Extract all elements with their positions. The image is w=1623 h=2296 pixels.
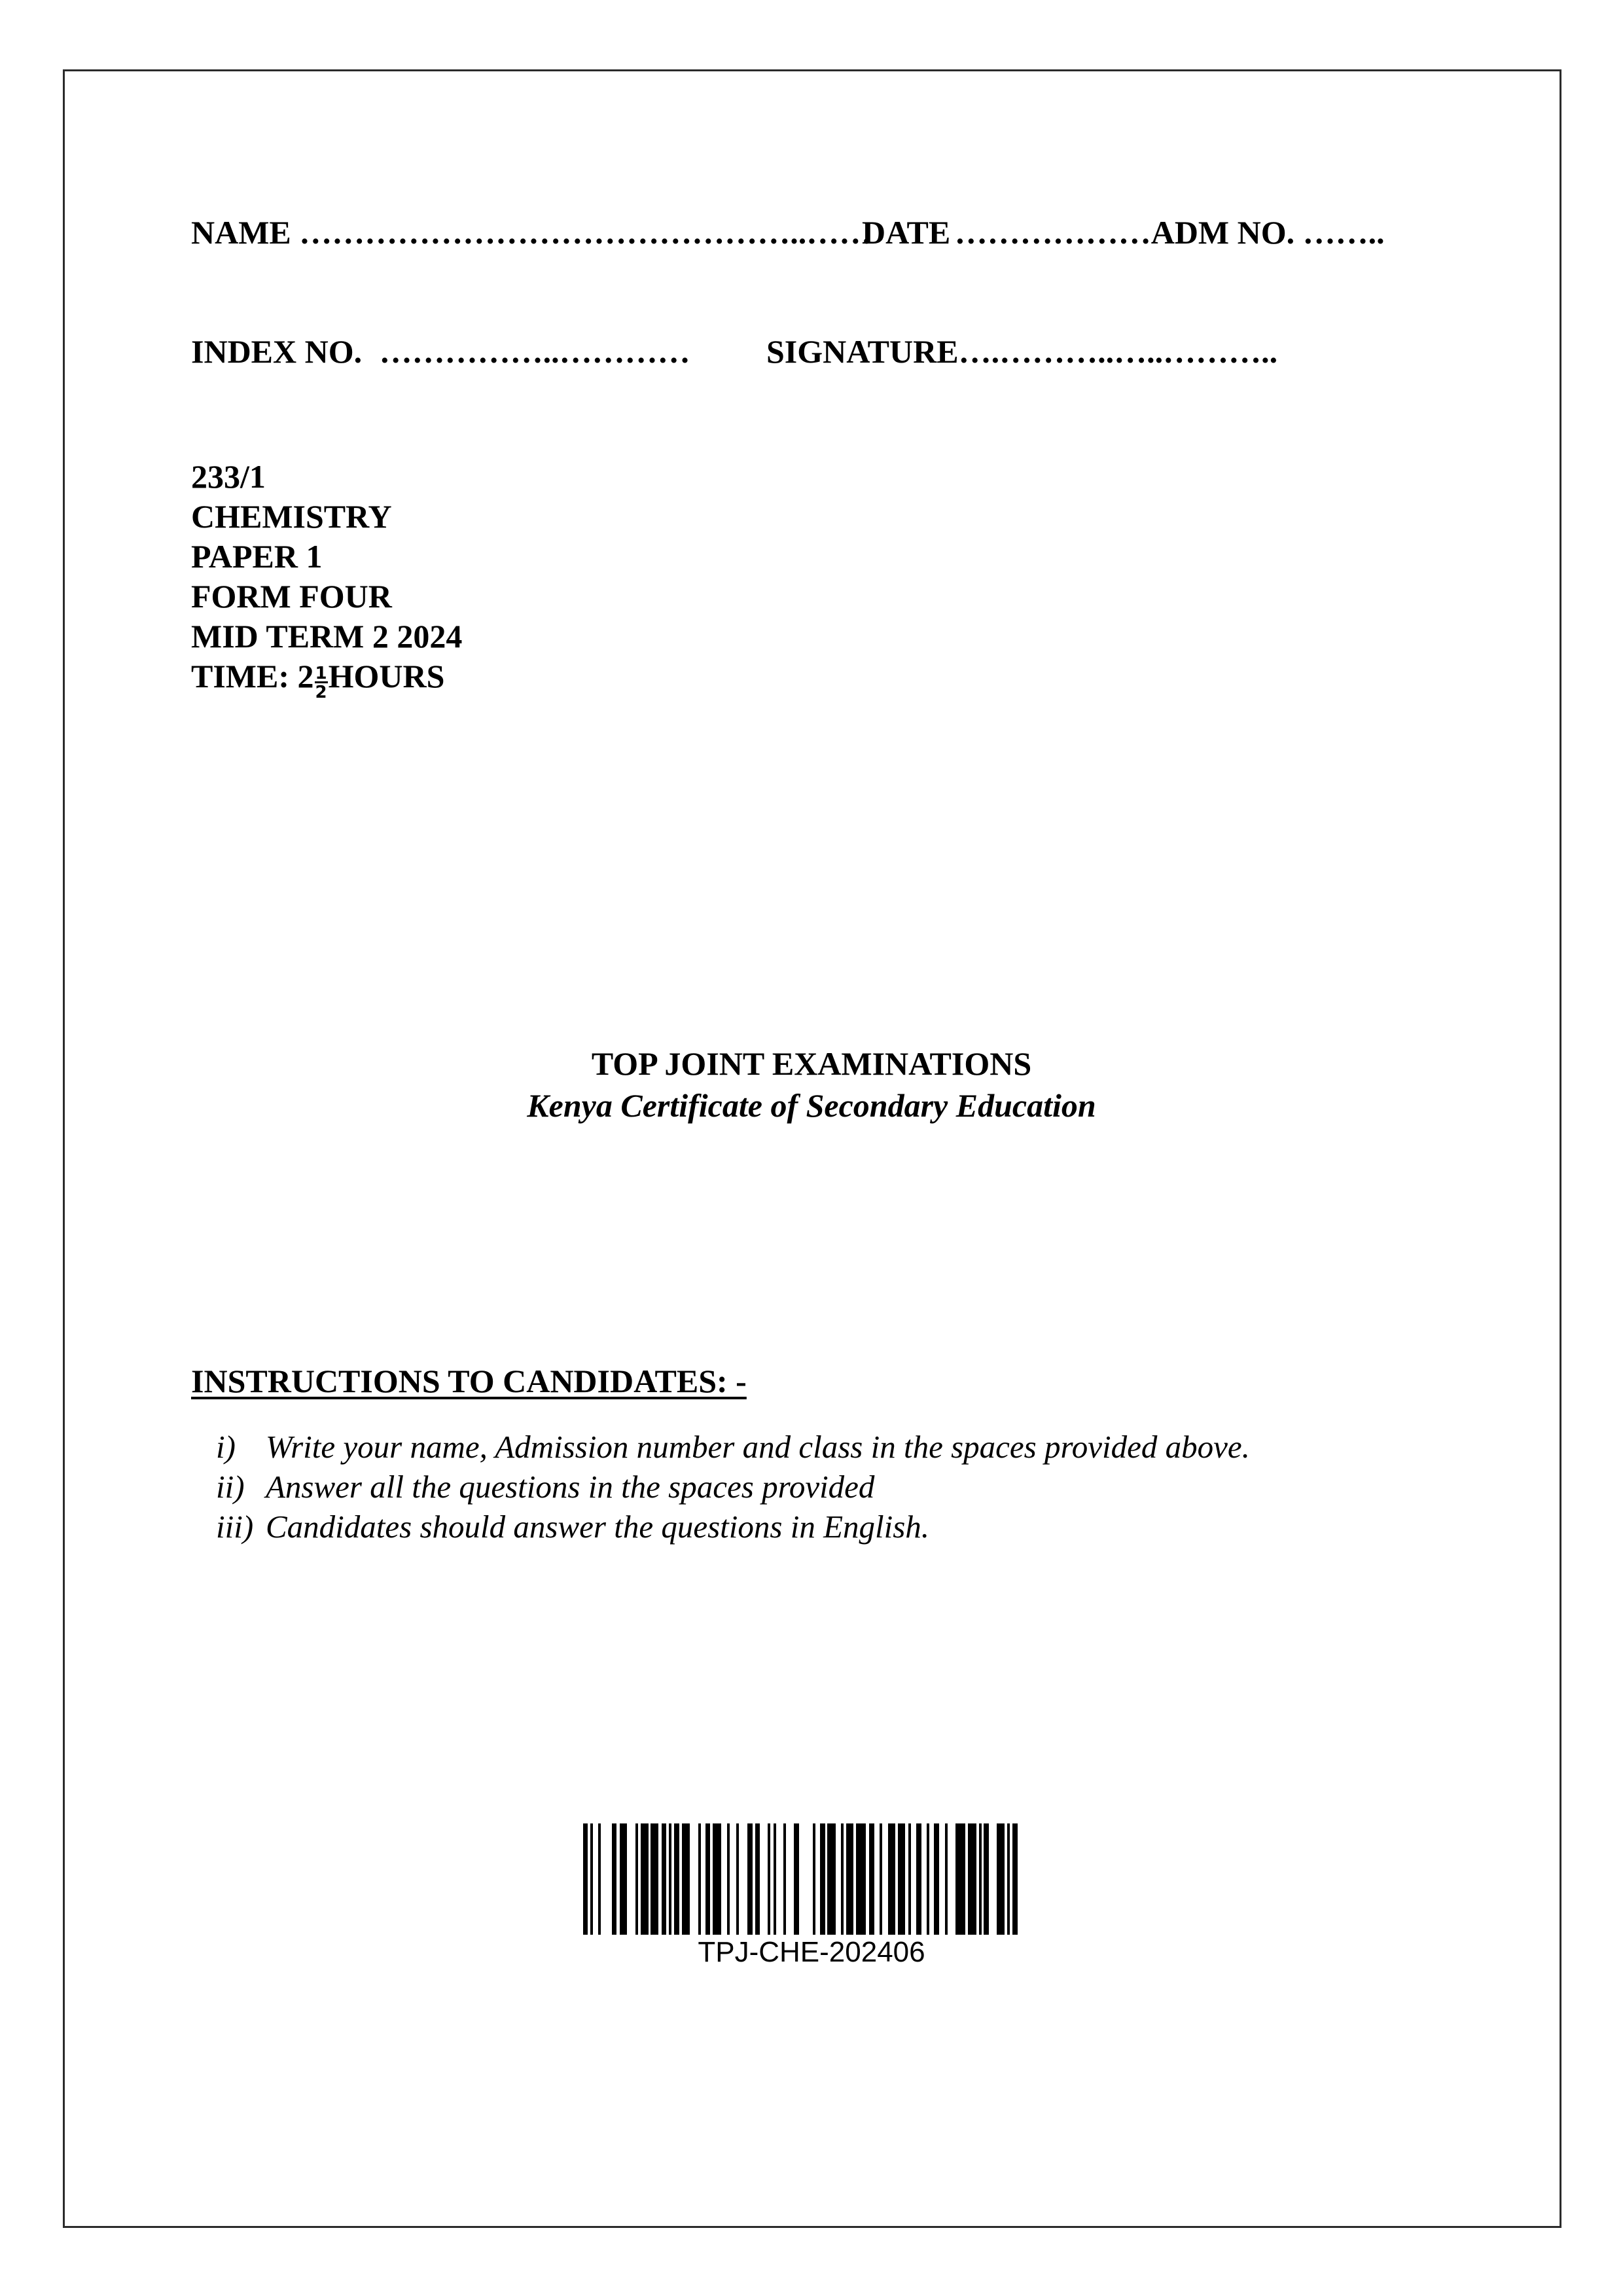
barcode-icon: [582, 1823, 1021, 1935]
paper-code: 233/1: [191, 458, 266, 495]
instruction-item: [216, 1467, 1250, 1507]
exam-term: MID TERM 2 2024: [191, 618, 463, 655]
subject: CHEMISTRY: [191, 498, 392, 535]
exam-duration: [191, 656, 462, 703]
instruction-marker: ii): [216, 1469, 245, 1505]
date-leader[interactable]: ………………: [954, 214, 1151, 251]
instruction-marker: iii): [216, 1509, 254, 1545]
exam-subtitle: Kenya Certificate of Secondary Education: [527, 1087, 1096, 1124]
instructions-list: [216, 1427, 1250, 1547]
paper-info-block: [191, 457, 463, 703]
form-level: FORM FOUR: [191, 578, 392, 615]
index-no-leader[interactable]: ……………..…………: [379, 333, 690, 370]
index-no-label: INDEX NO.: [191, 333, 363, 370]
fraction-numerator: 1: [315, 664, 327, 684]
name-field[interactable]: [191, 216, 872, 249]
instructions-heading: INSTRUCTIONS TO CANDIDATES: -: [191, 1363, 747, 1399]
fraction-denominator: 2: [315, 683, 327, 703]
exam-title: TOP JOINT EXAMINATIONS: [591, 1045, 1032, 1082]
signature-label: SIGNATURE: [766, 333, 959, 370]
time-suffix: HOURS: [328, 658, 445, 694]
instruction-text: Candidates should answer the questions in English.: [266, 1509, 930, 1545]
index-no-field[interactable]: [191, 335, 690, 368]
adm-no-label: ADM NO.: [1150, 214, 1295, 251]
instruction-text: Write your name, Admission number and class in the spaces provided above.: [266, 1429, 1250, 1465]
date-label: DATE: [862, 214, 951, 251]
barcode-label: TPJ-CHE-202406: [698, 1936, 925, 1968]
half-fraction: [315, 666, 328, 702]
instruction-marker: i): [216, 1429, 236, 1465]
instruction-text: Answer all the questions in the spaces provided: [266, 1469, 875, 1505]
signature-leader[interactable]: ….………..…..………..: [958, 333, 1278, 370]
paper-number: PAPER 1: [191, 538, 323, 575]
instruction-item: [216, 1507, 1250, 1547]
date-adm-field[interactable]: [862, 216, 1385, 249]
instruction-item: [216, 1427, 1250, 1467]
adm-no-leader[interactable]: ……..: [1302, 214, 1385, 251]
signature-field[interactable]: [766, 335, 1277, 368]
time-prefix: TIME: 2: [191, 658, 314, 694]
name-leader[interactable]: ………………………………………..……: [299, 214, 872, 251]
name-label: NAME: [191, 214, 291, 251]
